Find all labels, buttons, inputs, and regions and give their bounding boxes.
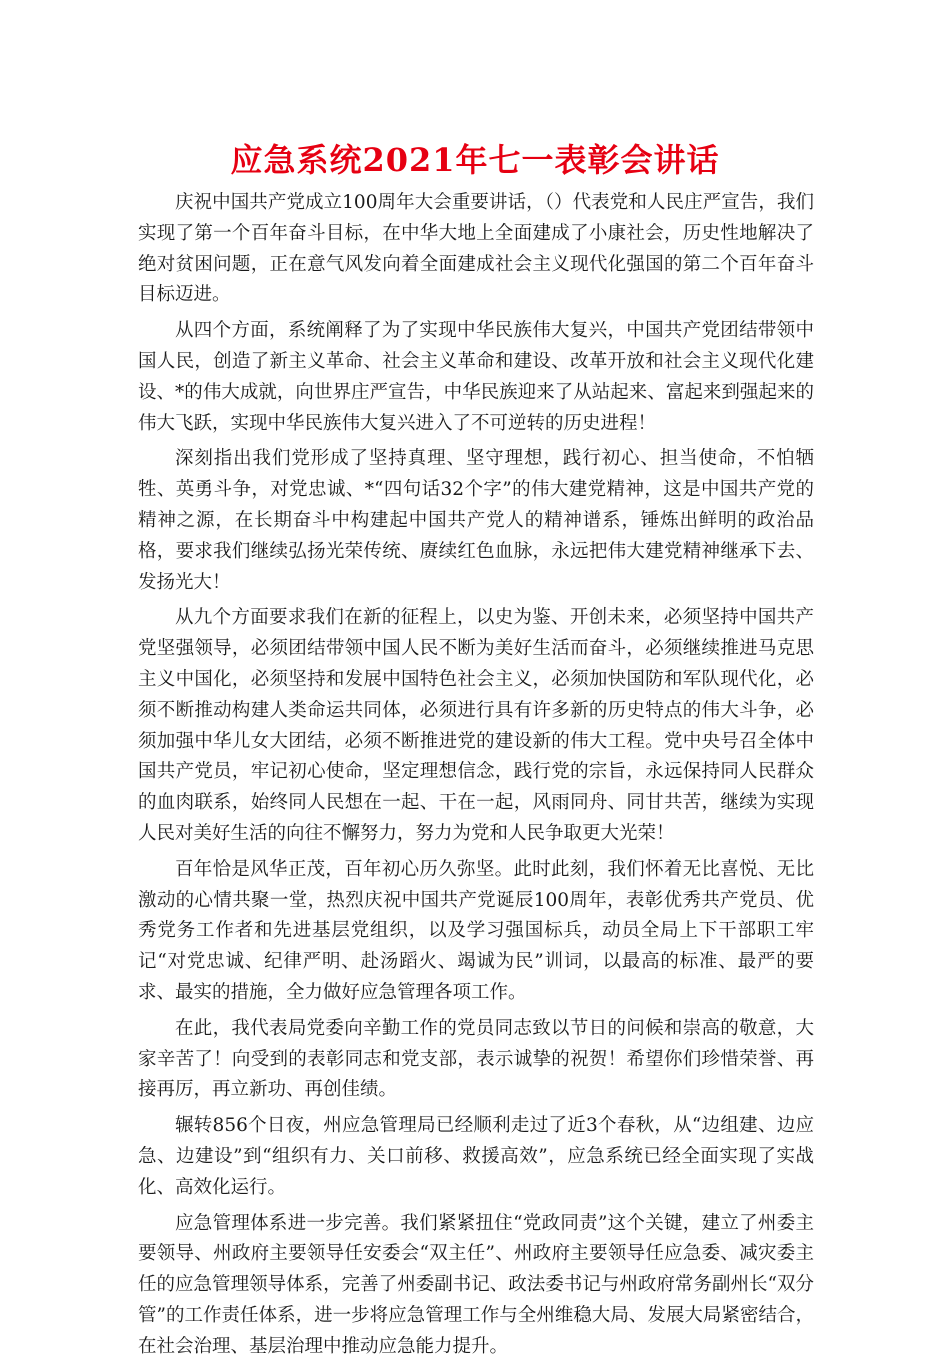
paragraph: 从四个方面，系统阐释了为了实现中华民族伟大复兴，中国共产党团结带领中国人民，创造了新主义革命、社会主义革命和建设、改革开放和社会主义现代化建设、*的伟大成就，向世界庄严宣告，中华民族迎来了从站起来、富起来到强起来的伟大飞跃，实现中华民族伟大复兴进入了不可逆转的历史进程！ xyxy=(138,320,814,434)
paragraph: 庆祝中国共产党成立100周年大会重要讲话，（）代表党和人民庄严宣告，我们实现了第一个百年奋斗目标，在中华大地上全面建成了小康社会，历史性地解决了绝对贫困问题，正在意气风发向着全面建成社会主义现代化强国的第二个百年奋斗目标迈进。 xyxy=(138,192,814,306)
document-title: 应急系统2021年七一表彰会讲话 xyxy=(230,141,720,179)
paragraph: 辗转856个日夜，州应急管理局已经顺利走过了近3个春秋，从“边组建、边应急、边建设”到“组织有力、关口前移、救援高效”，应急系统已经全面实现了实战化、高效化运行。 xyxy=(138,1115,814,1198)
document-body xyxy=(138,188,814,1367)
paragraph: 应急管理体系进一步完善。我们紧紧扭住“党政同责”这个关键，建立了州委主要领导、州政府主要领导任安委会“双主任”、州政府主要领导任应急委、减灾委主任的应急管理领导体系，完善了州委副书记、政法委书记与州政府常务副州长“双分管”的工作责任体系，进一步将应急管理工作与全州维稳大局、发展大局紧密结合，在社会治理、基层治理中推动应急能力提升。 xyxy=(138,1212,814,1357)
paragraph: 在此，我代表局党委向辛勤工作的党员同志致以节日的问候和崇高的敬意，大家辛苦了！向受到的表彰同志和党支部，表示诚挚的祝贺！希望你们珍惜荣誉、再接再厉，再立新功、再创佳绩。 xyxy=(138,1017,814,1101)
paragraph: 从九个方面要求我们在新的征程上，以史为鉴、开创未来，必须坚持中国共产党坚强领导，必须团结带领中国人民不断为美好生活而奋斗，必须继续推进马克思主义中国化，必须坚持和发展中国特色社会主义，必须加快国防和军队现代化，必须不断推动构建人类命运共同体，必须进行具有许多新的历史特点的伟大斗争，必须加强中华儿女大团结，必须不断推进党的建设新的伟大工程。党中央号召全体中国共产党员，牢记初心使命，坚定理想信念，践行党的宗旨，永远保持同人民群众的血肉联系，始终同人民想在一起、干在一起，风雨同舟、同甘共苦，继续为实现人民对美好生活的向往不懈努力，努力为党和人民争取更大光荣！ xyxy=(138,607,814,844)
paragraph: 深刻指出我们党形成了坚持真理、坚守理想，践行初心、担当使命，不怕牺牲、英勇斗争，对党忠诚、*“四句话32个字”的伟大建党精神，这是中国共产党的精神之源，在长期奋斗中构建起中国共产党人的精神谱系，锤炼出鲜明的政治品格，要求我们继续弘扬光荣传统、赓续红色血脉，永远把伟大建党精神继承下去、发扬光大！ xyxy=(138,448,814,593)
paragraph: 百年恰是风华正茂，百年初心历久弥坚。此时此刻，我们怀着无比喜悦、无比激动的心情共聚一堂，热烈庆祝中国共产党诞辰100周年，表彰优秀共产党员、优秀党务工作者和先进基层党组织，以及学习强国标兵，动员全局上下干部职工牢记“对党忠诚、纪律严明、赴汤蹈火、竭诚为民”训词，以最高的标准、最严的要求、最实的措施，全力做好应急管理各项工作。 xyxy=(138,858,814,1003)
